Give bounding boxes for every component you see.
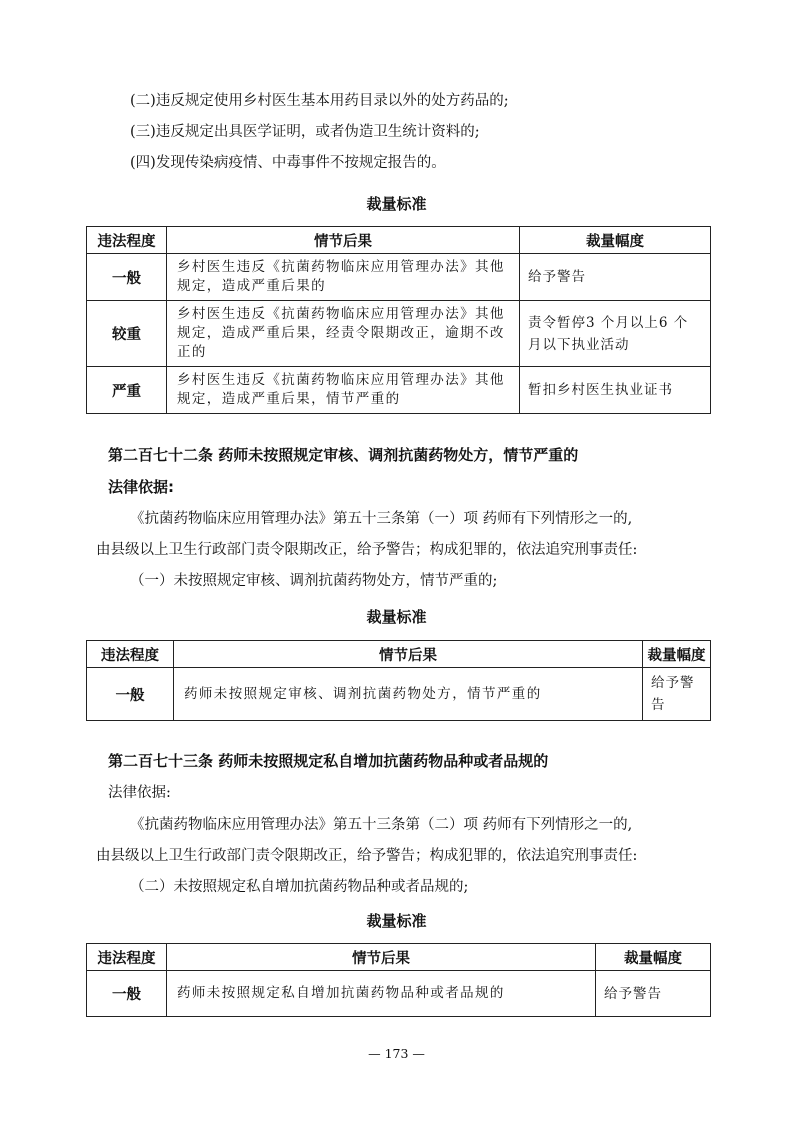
article-272-basis-line1: 《抗菌药物临床应用管理办法》第五十三条第（一）项 药师有下列情形之一的, xyxy=(130,511,633,527)
level-cell: 一般 xyxy=(87,254,167,301)
intro-item-2: (二)违反规定使用乡村医生基本用药目录以外的处方药品的; xyxy=(130,93,509,109)
consequence-cell: 药师未按照规定审核、调剂抗菌药物处方，情节严重的 xyxy=(174,668,643,721)
intro-item-3: (三)违反规定出具医学证明，或者伪造卫生统计资料的; xyxy=(130,124,480,140)
table3-header-row xyxy=(87,944,711,971)
table2 xyxy=(86,640,711,721)
table3-header-consequence: 情节后果 xyxy=(167,944,596,971)
table3-title: 裁量标准 xyxy=(366,912,427,930)
table-row xyxy=(87,367,711,414)
table3-header-penalty: 裁量幅度 xyxy=(596,944,711,971)
table2-header-consequence: 情节后果 xyxy=(174,641,643,668)
table-row xyxy=(87,301,711,367)
article-273-basis-line1: 《抗菌药物临床应用管理办法》第五十三条第（二）项 药师有下列情形之一的, xyxy=(130,817,633,833)
article-272-heading: 第二百七十二条 药师未按照规定审核、调剂抗菌药物处方，情节严重的 xyxy=(108,446,579,464)
table1-title: 裁量标准 xyxy=(366,195,427,213)
level-cell: 较重 xyxy=(87,301,167,367)
table2-header-row xyxy=(87,641,711,668)
page-number: — 173 — xyxy=(368,1046,425,1061)
level-cell: 一般 xyxy=(87,971,167,1017)
article-272-basis-line3: （一）未按照规定审核、调剂抗菌药物处方，情节严重的; xyxy=(130,573,498,589)
article-272-basis-line2: 由县级以上卫生行政部门责令限期改正，给予警告；构成犯罪的，依法追究刑事责任: xyxy=(96,542,638,558)
penalty-cell: 给予警告 xyxy=(596,971,711,1017)
article-273-heading: 第二百七十三条 药师未按照规定私自增加抗菌药物品种或者品规的 xyxy=(108,752,549,770)
consequence-cell: 乡村医生违反《抗菌药物临床应用管理办法》其他规定，造成严重后果，经责令限期改正，逾期不改正的 xyxy=(167,301,520,367)
consequence-cell: 乡村医生违反《抗菌药物临床应用管理办法》其他规定，造成严重后果的 xyxy=(167,254,520,301)
penalty-cell: 给予警告 xyxy=(643,668,711,721)
table2-header-penalty: 裁量幅度 xyxy=(643,641,711,668)
table-row xyxy=(87,254,711,301)
article-273-basis-line3: （二）未按照规定私自增加抗菌药物品种或者品规的; xyxy=(130,879,469,895)
table2-header-level: 违法程度 xyxy=(87,641,174,668)
table1-header-penalty: 裁量幅度 xyxy=(520,227,711,254)
consequence-cell: 药师未按照规定私自增加抗菌药物品种或者品规的 xyxy=(167,971,596,1017)
penalty-cell: 暂扣乡村医生执业证书 xyxy=(520,367,711,414)
table1 xyxy=(86,226,711,414)
table1-header-level: 违法程度 xyxy=(87,227,167,254)
table3-header-level: 违法程度 xyxy=(87,944,167,971)
table1-header-row xyxy=(87,227,711,254)
table-row xyxy=(87,668,711,721)
table2-title: 裁量标准 xyxy=(366,608,427,626)
article-272-basis-label: 法律依据: xyxy=(108,478,174,496)
penalty-cell: 给予警告 xyxy=(520,254,711,301)
intro-item-4: (四)发现传染病疫情、中毒事件不按规定报告的。 xyxy=(130,155,446,171)
table-row xyxy=(87,971,711,1017)
article-273-basis-line2: 由县级以上卫生行政部门责令限期改正，给予警告；构成犯罪的，依法追究刑事责任: xyxy=(96,848,638,864)
table3 xyxy=(86,943,711,1017)
level-cell: 一般 xyxy=(87,668,174,721)
table1-header-consequence: 情节后果 xyxy=(167,227,520,254)
article-273-basis-label: 法律依据: xyxy=(108,785,171,801)
penalty-cell: 责令暂停3 个月以上6 个月以下执业活动 xyxy=(520,301,711,367)
level-cell: 严重 xyxy=(87,367,167,414)
consequence-cell: 乡村医生违反《抗菌药物临床应用管理办法》其他规定，造成严重后果，情节严重的 xyxy=(167,367,520,414)
